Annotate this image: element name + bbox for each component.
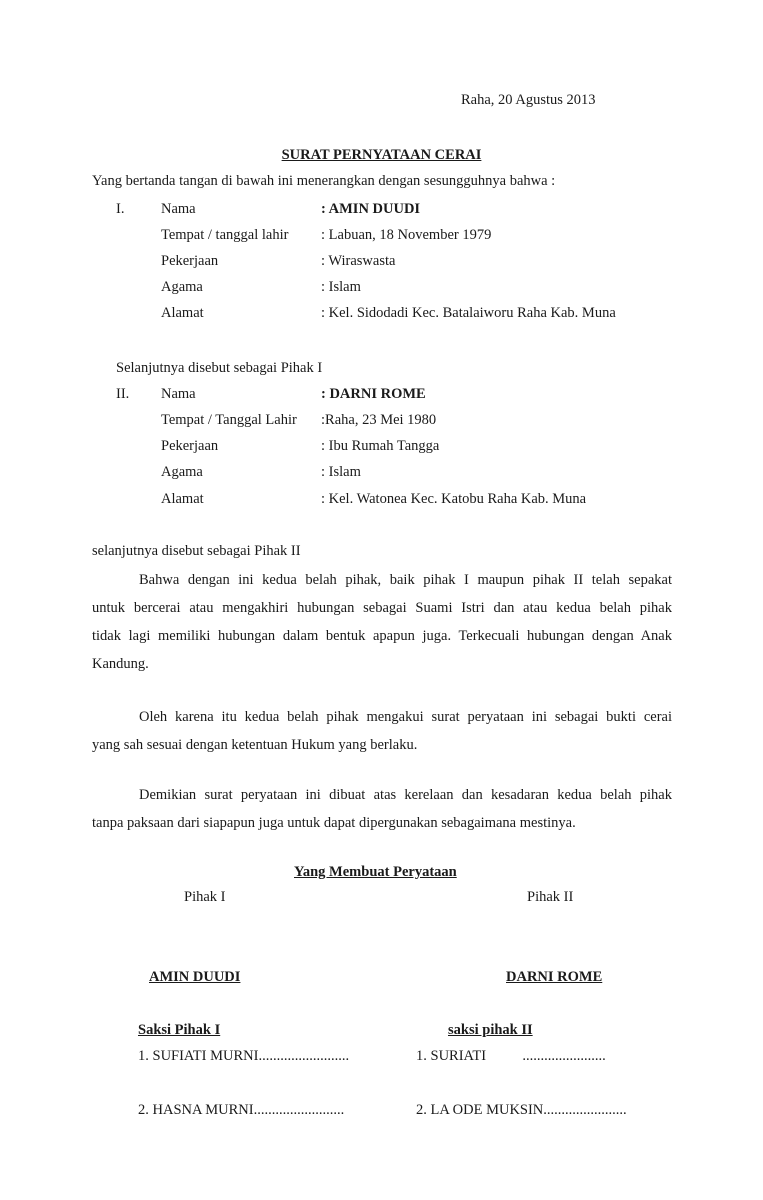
paragraph-line: Demikian surat peryataan ini dibuat atas kerelaan dan kesadaran kedua belah pihak [139, 787, 672, 803]
party-2-address-value: : Kel. Watonea Kec. Katobu Raha Kab. Muna [321, 491, 587, 507]
party-1-job-label: Pekerjaan [161, 253, 219, 269]
signature-name-party-2: DARNI ROME [506, 969, 603, 985]
party-2-number: II. [116, 386, 130, 402]
party-2-birth-value: :Raha, 23 Mei 1980 [321, 412, 437, 428]
party-1-religion-value: : Islam [321, 279, 361, 295]
party-2-religion-value: : Islam [321, 464, 361, 480]
party-2-address-label: Alamat [161, 491, 204, 507]
party-2-religion-label: Agama [161, 464, 203, 480]
party-1-name-value: : AMIN DUUDI [321, 201, 421, 217]
witness-1-party-1: 1. SUFIATI MURNI......................... [138, 1048, 350, 1064]
party-2-job-value: : Ibu Rumah Tangga [321, 438, 440, 454]
witness-heading-party-1: Saksi Pihak I [138, 1022, 221, 1038]
party-1-address-value: : Kel. Sidodadi Kec. Batalaiworu Raha Kab. Muna [321, 305, 616, 321]
paragraph-line: Kandung. [92, 656, 149, 672]
party-1-birth-label: Tempat / tanggal lahir [161, 227, 289, 243]
witness-2-party-2: 2. LA ODE MUKSIN....................... [416, 1102, 627, 1118]
signature-name-party-1: AMIN DUUDI [149, 969, 241, 985]
party-2-job-label: Pekerjaan [161, 438, 219, 454]
document-title: SURAT PERNYATAAN CERAI [281, 147, 482, 163]
witness-heading-party-2: saksi pihak II [448, 1022, 533, 1038]
paragraph-line: yang sah sesuai dengan ketentuan Hukum yang berlaku. [92, 737, 418, 753]
party-2-name-label: Nama [161, 386, 196, 402]
signature-heading: Yang Membuat Peryataan [294, 864, 457, 880]
party-1-name-label: Nama [161, 201, 196, 217]
party-1-birth-value: : Labuan, 18 November 1979 [321, 227, 492, 243]
paragraph-line: tanpa paksaan dari siapapun juga untuk dapat dipergunakan sebagaimana mestinya. [92, 815, 576, 831]
paragraph-line: Bahwa dengan ini kedua belah pihak, baik pihak I maupun pihak II telah sepakat [139, 572, 672, 588]
intro-text: Yang bertanda tangan di bawah ini menerangkan dengan sesungguhnya bahwa : [92, 173, 556, 189]
party-2-birth-label: Tempat / Tanggal Lahir [161, 412, 297, 428]
place-date: Raha, 20 Agustus 2013 [461, 92, 596, 108]
party-2-reference: selanjutnya disebut sebagai Pihak II [92, 543, 301, 559]
signature-label-party-1: Pihak I [184, 889, 226, 905]
party-1-reference: Selanjutnya disebut sebagai Pihak I [116, 360, 323, 376]
party-1-address-label: Alamat [161, 305, 204, 321]
party-1-religion-label: Agama [161, 279, 203, 295]
party-1-job-value: : Wiraswasta [321, 253, 396, 269]
paragraph-line: tidak lagi memiliki hubungan dalam bentuk apapun juga. Terkecuali hubungan dengan Anak [92, 628, 672, 644]
witness-1-party-2: 1. SURIATI ....................... [416, 1048, 606, 1064]
paragraph-closing [92, 781, 672, 837]
party-2-name-value: : DARNI ROME [321, 386, 426, 402]
paragraph-agreement [92, 566, 672, 678]
party-1-number: I. [116, 201, 125, 217]
witness-2-party-1: 2. HASNA MURNI......................... [138, 1102, 345, 1118]
paragraph-acknowledgement [92, 703, 672, 759]
paragraph-line: Oleh karena itu kedua belah pihak mengakui surat peryataan ini sebagai bukti cerai [139, 709, 672, 725]
paragraph-line: untuk bercerai atau mengakhiri hubungan sebagai Suami Istri dan atau kedua belah pihak [92, 600, 672, 616]
signature-label-party-2: Pihak II [527, 889, 574, 905]
